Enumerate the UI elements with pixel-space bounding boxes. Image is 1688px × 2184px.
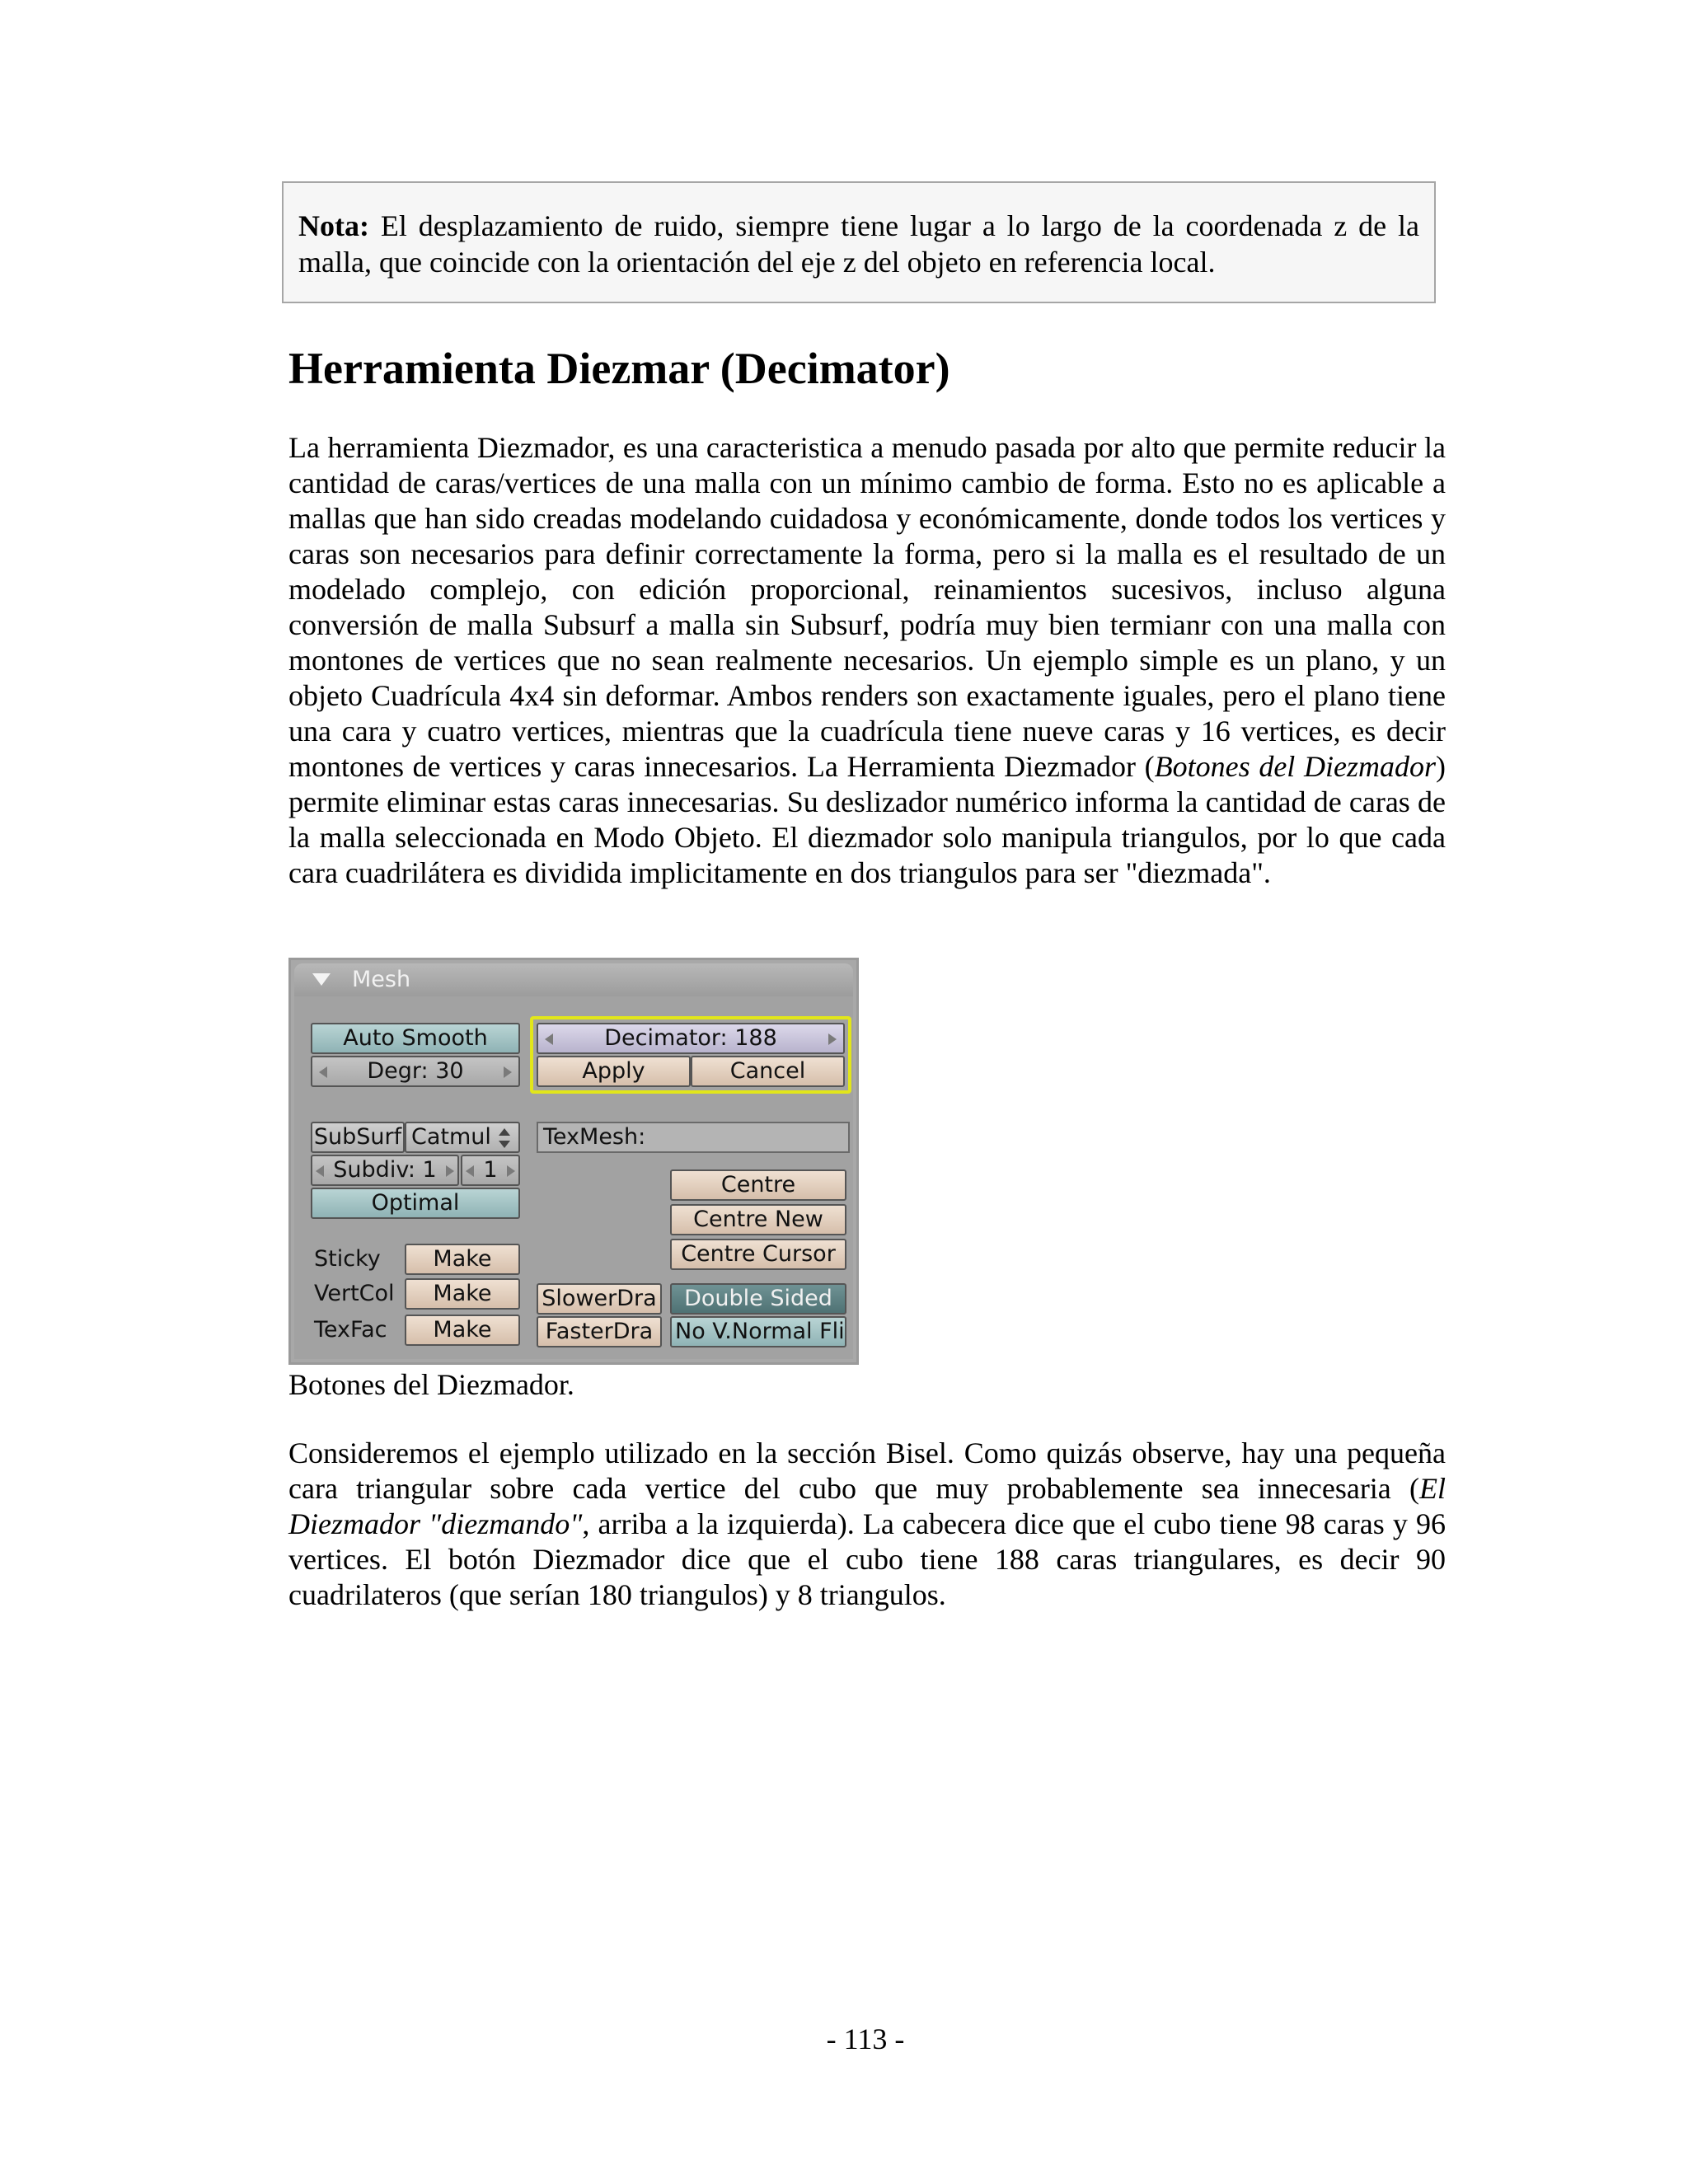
paragraph-intro-text-a: La herramienta Diezmador, es una caracteristica a menudo pasada por alto que permite reducir la cantidad de caras/vertices de una malla con un mínimo cambio de forma. Esto no es aplicable a mallas que han sido creadas modelando cuidadosa y económicamente, donde todos los vertices y caras son necesarios para definir correctamente la forma, pero si la malla es el resultado de un modelado complejo, con edición proporcional, reinamientos sucesivos, incluso alguna conversión de malla Subsurf a malla sin Subsurf, podría muy bien termianr con una malla con montones de vertices que no sean realmente necesarios. Un ejemplo simple es un plano, y un objeto Cuadrícula 4x4 sin deformar. Ambos renders son exactamente iguales, pero el plano tiene una cara y cuatro vertices, mientras que la cuadrícula tiene nueve caras y 16 vertices, es decir montones de vertices y caras innecesarios. La Herramienta Diezmador ( xyxy=(288,431,1446,783)
paragraph-example-italic: El Diezmador "diezmando" xyxy=(288,1472,1446,1540)
double-sided-toggle[interactable]: Double Sided xyxy=(670,1283,846,1315)
centre-button[interactable]: Centre xyxy=(670,1169,846,1201)
vertcol-make-button[interactable]: Make xyxy=(405,1278,520,1310)
page-number: - 113 - xyxy=(826,2022,905,2055)
texfac-label: TexFac xyxy=(314,1317,387,1343)
decimator-slider[interactable] xyxy=(537,1023,845,1054)
mesh-panel-title: Mesh xyxy=(352,967,411,992)
increment-arrow-icon[interactable] xyxy=(446,1165,454,1177)
subsurf-type-select[interactable] xyxy=(405,1122,520,1153)
centre-new-button[interactable]: Centre New xyxy=(670,1204,846,1235)
no-vnormal-flip-toggle[interactable]: No V.Normal Fli xyxy=(670,1316,846,1347)
mesh-panel-screenshot xyxy=(288,958,859,1365)
auto-smooth-button[interactable]: Auto Smooth xyxy=(311,1023,520,1054)
degr-number-field[interactable] xyxy=(311,1056,520,1087)
note-label: Nota: xyxy=(298,209,369,242)
cancel-button[interactable]: Cancel xyxy=(691,1056,845,1087)
mesh-panel-body xyxy=(294,996,853,1359)
decrement-arrow-icon[interactable] xyxy=(466,1165,474,1177)
subdiv-value: Subdiv: 1 xyxy=(333,1157,437,1183)
note-box xyxy=(282,181,1436,303)
note-text: El desplazamiento de ruido, siempre tiene lugar a lo largo de la coordenada z de la malla, que coincide con la orientación del eje z del objeto en referencia local. xyxy=(298,209,1419,279)
paragraph-example xyxy=(288,1436,1446,1613)
paragraph-example-text-a: Consideremos el ejemplo utilizado en la sección Bisel. Como quizás observe, hay una pequeña cara triangular sobre cada vertice del cubo que muy probablemente sea innecesaria ( xyxy=(288,1436,1446,1505)
sticky-label: Sticky xyxy=(314,1246,381,1272)
texmesh-field[interactable]: TexMesh: xyxy=(537,1122,850,1153)
paragraph-intro-italic: Botones del Diezmador xyxy=(1154,750,1436,783)
paragraph-intro xyxy=(288,430,1446,891)
vertcol-label: VertCol xyxy=(314,1281,395,1306)
faster-draw-button[interactable]: FasterDra xyxy=(537,1316,662,1347)
optimal-button[interactable]: Optimal xyxy=(311,1188,520,1219)
updown-arrows-icon xyxy=(499,1128,512,1148)
subsurf-toggle[interactable]: SubSurf xyxy=(311,1122,405,1153)
collapse-triangle-icon[interactable] xyxy=(312,973,331,986)
render-subdiv-number-field[interactable] xyxy=(461,1155,520,1186)
centre-cursor-button[interactable]: Centre Cursor xyxy=(670,1239,846,1270)
subsurf-type-value: Catmul xyxy=(411,1124,491,1150)
sticky-make-button[interactable]: Make xyxy=(405,1244,520,1275)
increment-arrow-icon[interactable] xyxy=(507,1165,515,1177)
increment-arrow-icon[interactable] xyxy=(828,1033,837,1045)
subdiv-number-field[interactable] xyxy=(311,1155,459,1186)
render-subdiv-value: 1 xyxy=(483,1157,498,1183)
texfac-make-button[interactable]: Make xyxy=(405,1315,520,1346)
mesh-panel-header[interactable] xyxy=(294,963,853,996)
decrement-arrow-icon[interactable] xyxy=(545,1033,553,1045)
decrement-arrow-icon[interactable] xyxy=(319,1066,327,1078)
section-title: Herramienta Diezmar (Decimator) xyxy=(288,344,950,393)
figure-caption: Botones del Diezmador. xyxy=(288,1368,574,1401)
decimator-value: Decimator: 188 xyxy=(604,1025,777,1051)
degr-value: Degr: 30 xyxy=(367,1058,464,1084)
increment-arrow-icon[interactable] xyxy=(504,1066,512,1078)
decrement-arrow-icon[interactable] xyxy=(316,1165,324,1177)
apply-button[interactable]: Apply xyxy=(537,1056,691,1087)
paragraph-example-text-b: , arriba a la izquierda). La cabecera dice que el cubo tiene 98 caras y 96 vertices. El botón Diezmador dice que el cubo tiene 188 caras triangulares, es decir 90 cuadrilateros (que serían 180 triangulos) y 8 triangulos. xyxy=(288,1507,1447,1611)
slower-draw-button[interactable]: SlowerDra xyxy=(537,1283,662,1315)
paragraph-intro-text-b: ) permite eliminar estas caras innecesarias. Su deslizador numérico informa la cantidad de caras de la malla seleccionada en Modo Objeto. El diezmador solo manipula triangulos, por lo que cada cara cuadrilátera es dividida implicitamente en dos triangulos para ser "diezmada". xyxy=(288,750,1446,889)
